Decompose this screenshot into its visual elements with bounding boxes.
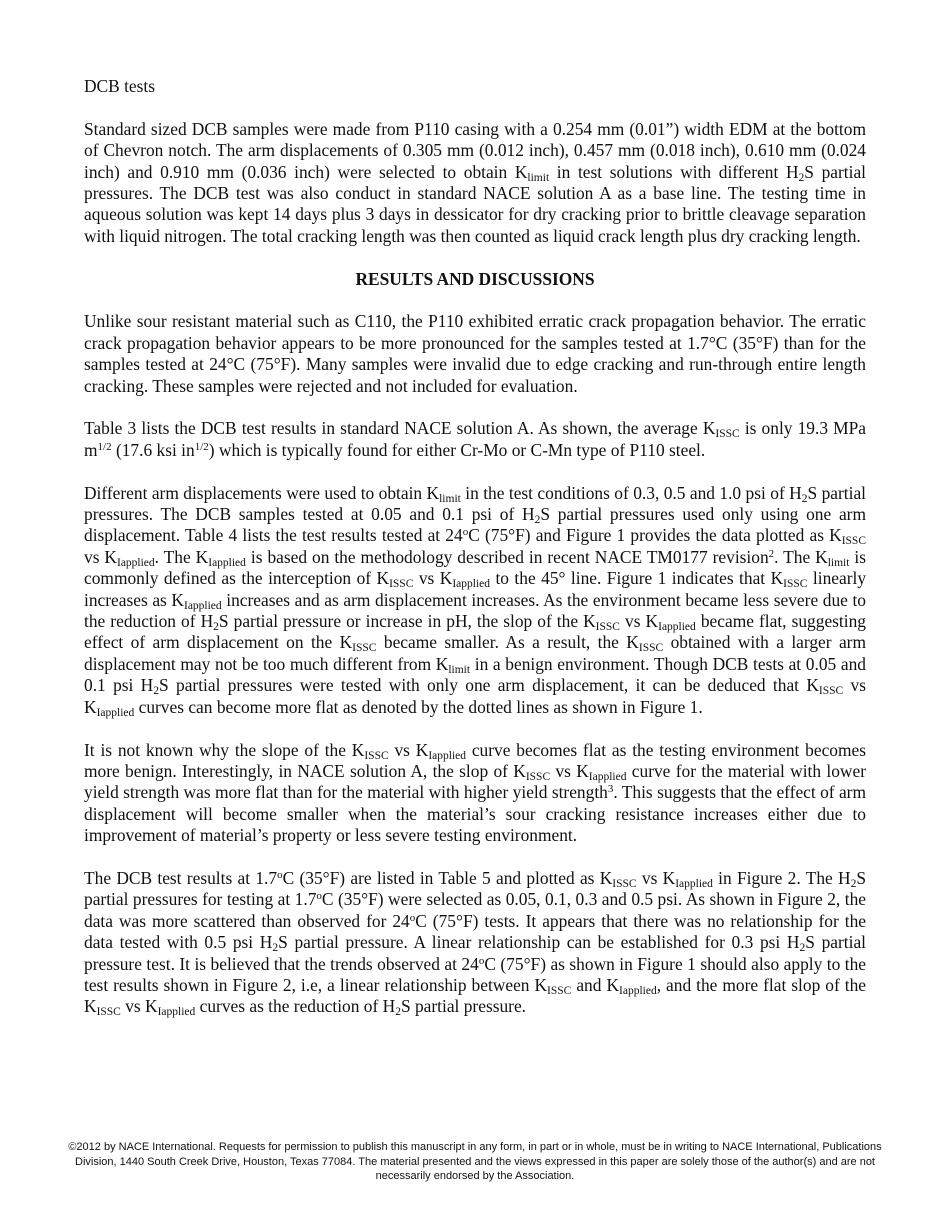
paper-page <box>84 76 866 1039</box>
section-title: RESULTS AND DISCUSSIONS <box>355 268 595 289</box>
paragraph-dcb-tests: Standard sized DCB samples were made from P110 casing with a 0.254 mm (0.01”) width EDM at the bottom of Chevron notch. The arm displacements of 0.305 mm (0.012 inch), 0.457 mm (0.018 inch), 0.610 mm (0.024 inch) and 0.910 mm (0.036 inch) were selected to obtain $K_{limit}$ in test solutions with different $H_2S$ partial pressures. The DCB test was also conduct in standard NACE solution A as a base line. The testing time in aqueous solution was kept 14 days plus 3 days in dessicator for dry cracking prior to brittle cleavage separation with liquid nitrogen. The total cracking length was then counted as liquid crack length plus dry cracking length. <box>84 118 866 246</box>
paragraph-erratic-crack: Unlike sour resistant material such as C110, the P110 exhibited erratic crack propagation behavior. The erratic crack propagation behavior appears to be more pronounced for the samples tested at 1.7°C (35°F) than for the samples tested at 24°C (75°F). Many samples were invalid due to edge cracking and run-through entire length cracking. These samples were rejected and not included for evaluation. <box>84 311 866 396</box>
paragraph-low-temperature: The DCB test results at 1.7$^o$C (35°F) are listed in Table 5 and plotted as $K_{ISSC}$ vs $K_{Iapplied}$ in Figure 2. The $H_2S$ partial pressures for testing at 1.7$^o$C (35°F) were selected as 0.05, 0.1, 0.3 and 0.5 psi. As shown in Figure 2, the data was more scattered than observed for 24$^o$C (75°F) tests. It appears that there was no relationship for the data tested with 0.5 psi $H_2S$ partial pressure. A linear relationship can be established for 0.3 psi $H_2S$ partial pressure test. It is believed that the trends observed at 24$^o$C (75°F) as shown in Figure 1 should also apply to the test results shown in Figure 2, i.e, a linear relationship between $K_{ISSC}$ and $K_{Iapplied}$, and the more flat slop of the $K_{ISSC}$ vs $K_{Iapplied}$ curves as the reduction of $H_2S$ partial pressure. <box>84 867 867 1019</box>
copyright-footer: ©2012 by NACE International. Requests for permission to publish this manuscript in any form, in part or in whole, must be in writing to NACE International, Publications Division, 1440 South Creek Drive, Houston, Texas 77084. The material presented and the views expressed in this paper are solely those of the author(s) and are not necessarily endorsed by the Association. <box>68 1141 882 1183</box>
paragraph-slope-flat: It is not known why the slope of the $K_{ISSC}$ vs $K_{Iapplied}$ curve becomes flat as the testing environment becomes more benign. Interestingly, in NACE solution A, the slop of $K_{ISSC}$ vs $K_{Iapplied}$ curve for the material with lower yield strength was more flat than for the material with higher yield strength$^3$. This suggests that the effect of arm displacement will become smaller when the material’s sour cracking resistance increases either due to improvement of material’s property or less severe testing environment. <box>84 739 867 846</box>
paragraph-arm-displacement: Different arm displacements were used to obtain $K_{limit}$ in the test conditions of 0.3, 0.5 and 1.0 psi of $H_2S$ partial pressures. The DCB samples tested at 0.05 and 0.1 psi of $H_2S$ partial pressures used only using one arm displacement. Table 4 lists the test results tested at 24$^o$C (75°F) and Figure 1 provides the data plotted as $K_{ISSC}$ vs $K_{Iapplied}$. The $K_{Iapplied}$ is based on the methodology described in recent NACE TM0177 revision$^2$. The $K_{limit}$ is commonly defined as the interception of $K_{ISSC}$ vs $K_{Iapplied}$ to the 45° line. Figure 1 indicates that $K_{ISSC}$ linearly increases as $K_{Iapplied}$ increases and as arm displacement increases. As the environment became less severe due to the reduction of $H_2S$ partial pressure or increase in pH, the slop of the $K_{ISSC}$ vs $K_{Iapplied}$ became flat, suggesting effect of arm displacement on the $K_{ISSC}$ became smaller. As a result, the $K_{ISSC}$ obtained with a larger arm displacement may not be too much different from $K_{limit}$ in a benign environment. Though DCB tests at 0.05 and 0.1 psi $H_2S$ partial pressures were tested with only one arm displacement, it can be deduced that $K_{ISSC}$ vs $K_{Iapplied}$ curves can become more flat as denoted by the dotted lines as shown in Figure 1. <box>84 482 867 719</box>
subsection-heading: DCB tests <box>84 76 156 96</box>
paragraph-table3: Table 3 lists the DCB test results in standard NACE solution A. As shown, the average $K_{ISSC}$ is only 19.3 MPa $m^{1/2}$ (17.6 ksi $in^{1/2}$) which is typically found for either Cr-Mo or C-Mn type of P110 steel. <box>84 418 867 460</box>
